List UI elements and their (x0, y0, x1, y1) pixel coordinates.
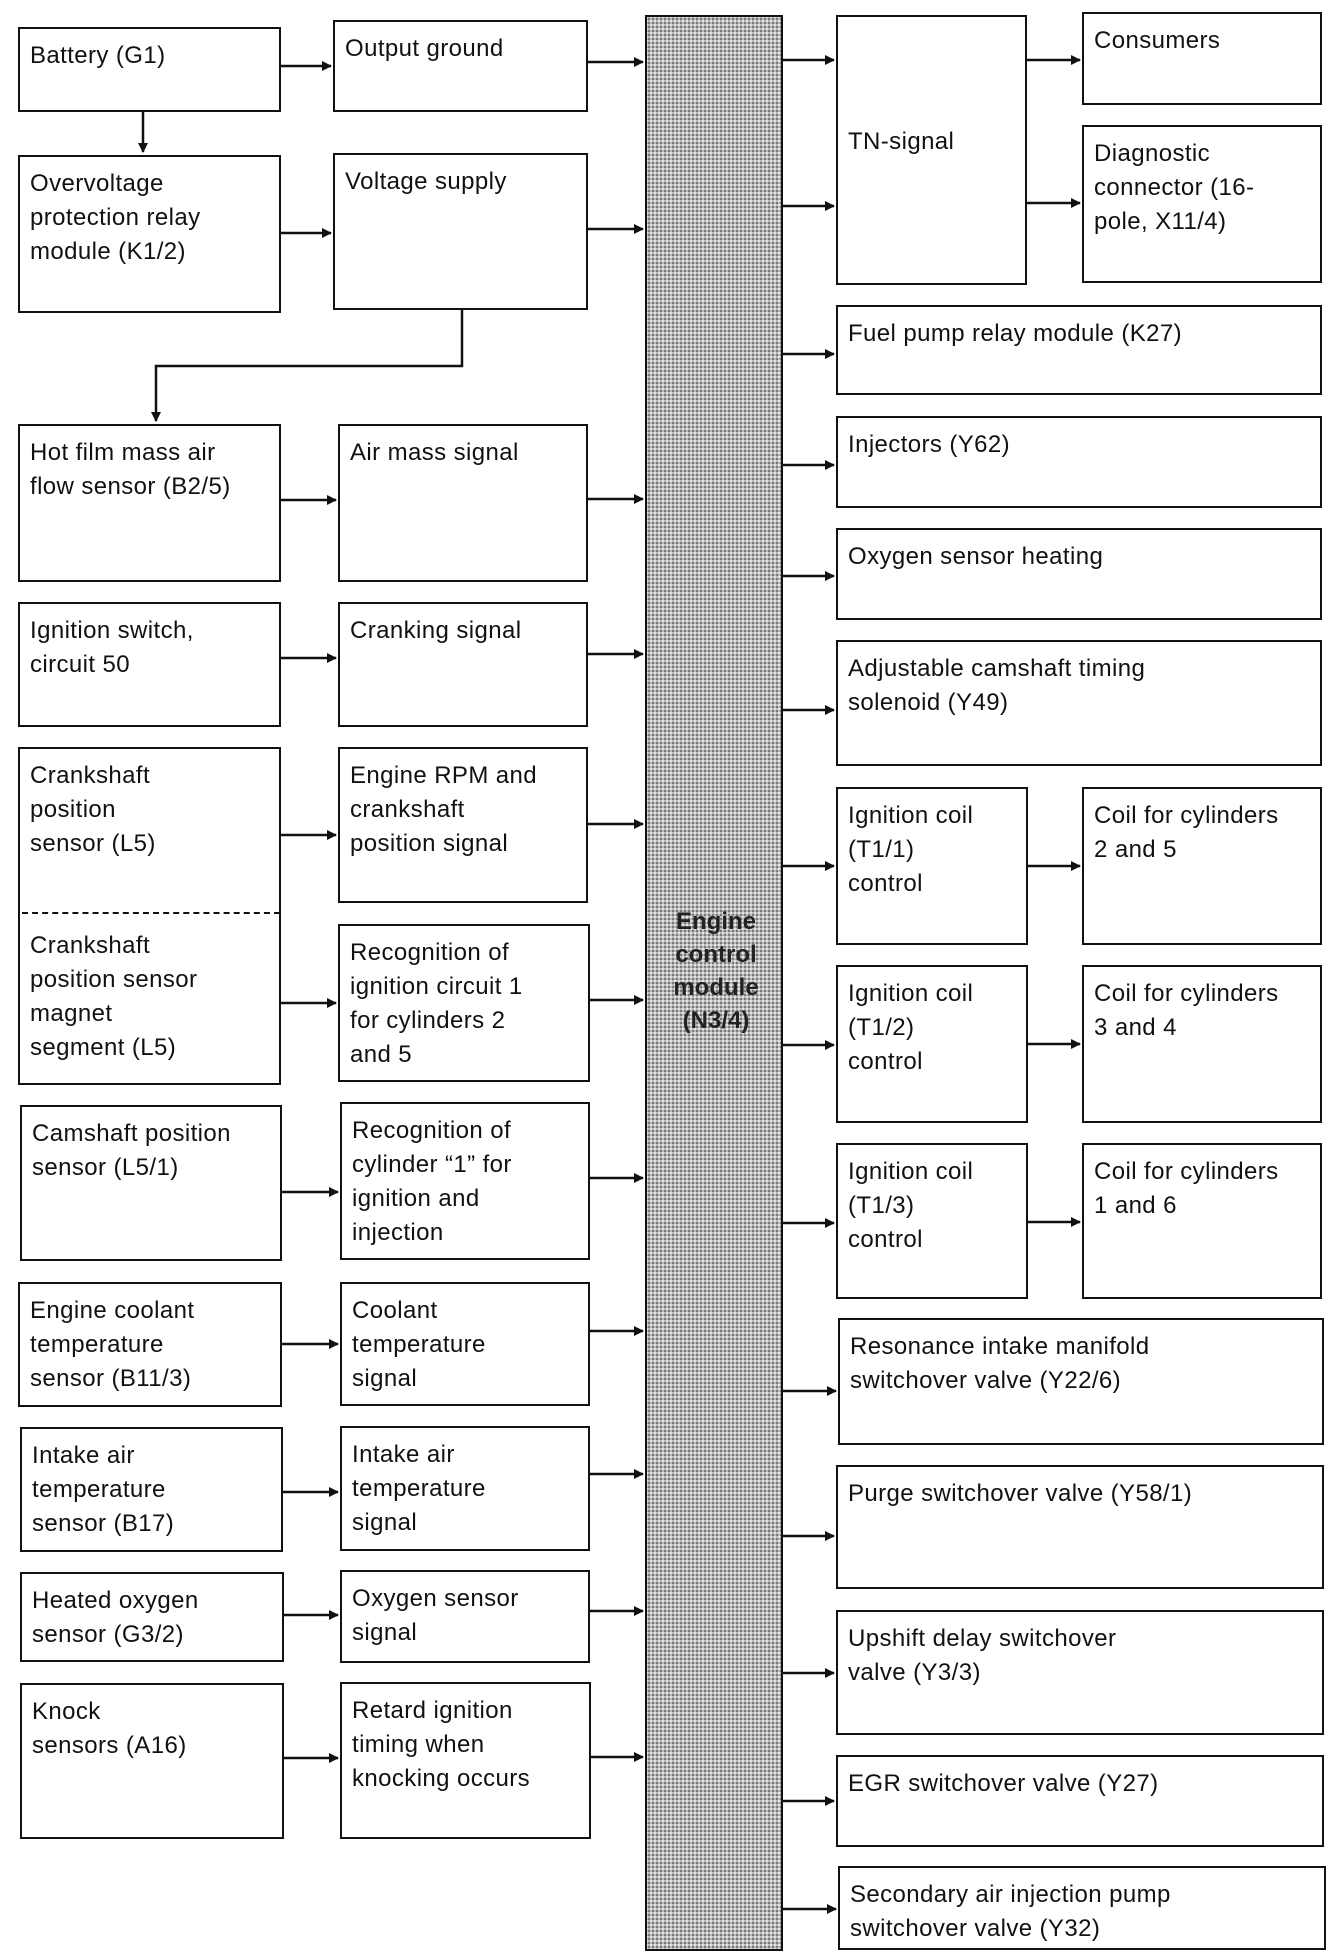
upshift-valve-box: Upshift delay switchover valve (Y3/3) (836, 1610, 1324, 1735)
rpm-signal-box: Engine RPM and crankshaft position signal (338, 747, 588, 903)
crank-magnet-box: Crankshaft position sensor magnet segment (L5) (30, 932, 198, 1061)
coil-t11-box: Ignition coil (T1/1) control (836, 787, 1028, 945)
cylinders-3-4-box: Coil for cylinders 3 and 4 (1082, 965, 1322, 1123)
coolant-signal-box: Coolant temperature signal (340, 1282, 590, 1406)
ecm-label: Engine control module (N3/4) (673, 908, 759, 1034)
tn-signal-box: TN-signal (836, 15, 1027, 285)
cranking-signal-box: Cranking signal (338, 602, 588, 727)
camshaft-sensor-box: Camshaft position sensor (L5/1) (20, 1105, 282, 1261)
o2-heating-box: Oxygen sensor heating (836, 528, 1322, 620)
resonance-valve-box: Resonance intake manifold switchover valve (Y22/6) (838, 1318, 1324, 1445)
recog-circuit1-box: Recognition of ignition circuit 1 for cylinders 2 and 5 (338, 924, 590, 1082)
coil-t13-box: Ignition coil (T1/3) control (836, 1143, 1028, 1299)
coolant-sensor-box: Engine coolant temperature sensor (B11/3) (18, 1282, 282, 1407)
knock-sensors-box: Knock sensors (A16) (20, 1683, 284, 1839)
retard-timing-box: Retard ignition timing when knocking occurs (340, 1682, 591, 1839)
voltage-supply-box: Voltage supply (333, 153, 588, 310)
air-mass-signal-box: Air mass signal (338, 424, 588, 582)
overvoltage-relay-box: Overvoltage protection relay module (K1/2) (18, 155, 281, 313)
camshaft-solenoid-box: Adjustable camshaft timing solenoid (Y49) (836, 640, 1322, 766)
o2-sensor-box: Heated oxygen sensor (G3/2) (20, 1572, 284, 1662)
purge-valve-box: Purge switchover valve (Y58/1) (836, 1465, 1324, 1589)
consumers-box: Consumers (1082, 12, 1322, 105)
hfm-sensor-box: Hot film mass air flow sensor (B2/5) (18, 424, 281, 582)
cylinders-1-6-box: Coil for cylinders 1 and 6 (1082, 1143, 1322, 1299)
egr-valve-box: EGR switchover valve (Y27) (836, 1755, 1324, 1847)
air-pump-valve-box: Secondary air injection pump switchover valve (Y32) (838, 1866, 1326, 1950)
ignition-switch-box: Ignition switch, circuit 50 (18, 602, 281, 727)
output-ground-box: Output ground (333, 20, 588, 112)
coil-t12-box: Ignition coil (T1/2) control (836, 965, 1028, 1123)
o2-signal-box: Oxygen sensor signal (340, 1570, 590, 1663)
intake-signal-box: Intake air temperature signal (340, 1426, 590, 1551)
battery-box: Battery (G1) (18, 27, 281, 112)
diagnostic-connector-box: Diagnostic connector (16- pole, X11/4) (1082, 125, 1322, 283)
injectors-box: Injectors (Y62) (836, 416, 1322, 508)
fuel-pump-relay-box: Fuel pump relay module (K27) (836, 305, 1322, 395)
cylinders-2-5-box: Coil for cylinders 2 and 5 (1082, 787, 1322, 945)
arrow (156, 310, 462, 421)
crankshaft-sensor-box: Crankshaft position sensor (L5) (18, 747, 281, 1085)
intake-sensor-box: Intake air temperature sensor (B17) (20, 1427, 283, 1552)
recog-cyl1-box: Recognition of cylinder “1” for ignition and injection (340, 1102, 590, 1260)
